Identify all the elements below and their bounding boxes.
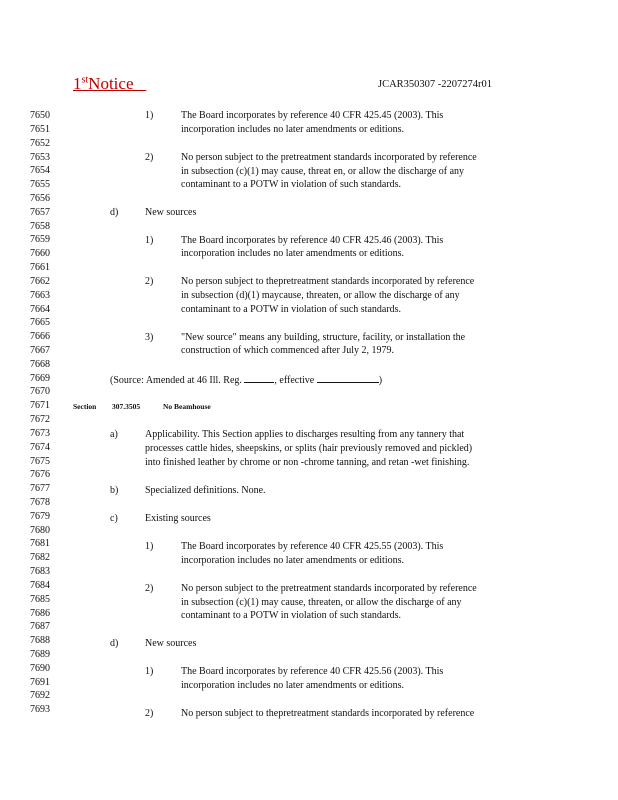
line-number: 7684	[30, 579, 50, 591]
subsection-label: b)	[110, 485, 119, 496]
line-number: 7667	[30, 344, 50, 356]
text-line: The Board incorporates by reference 40 CFR 425.45 (2003). This	[181, 110, 444, 121]
line-number: 7689	[30, 649, 50, 660]
line-number: 7691	[30, 676, 50, 688]
line-number: 7686	[30, 607, 50, 619]
text-line: No person subject to the pretreatment standards incorporated by reference	[181, 152, 477, 163]
section-title: No Beamhouse	[163, 402, 211, 411]
line-number: 7652	[30, 137, 50, 149]
line-number: 7661	[30, 262, 50, 273]
text-line: contaminant to a POTW in violation of such standards.	[181, 179, 402, 190]
text-line: construction of which commenced after July 2, 1979.	[181, 345, 394, 356]
line-number: 7655	[30, 179, 50, 191]
text-line: The Board incorporates by reference 40 CFR 425.56 (2003). This	[181, 666, 444, 677]
line-number: 7656	[30, 192, 50, 204]
text-line: incorporation includes no later amendments or editions.	[181, 248, 404, 259]
line-number: 7685	[30, 593, 50, 605]
document-id: JCAR350307 -2207274r01	[378, 79, 493, 90]
line-number: 7671	[30, 400, 50, 412]
line-number: 7659	[30, 234, 50, 246]
line-number: 7681	[30, 538, 50, 550]
line-number: 7653	[30, 151, 50, 163]
line-number: 7688	[30, 635, 50, 647]
line-number: 7666	[30, 331, 50, 343]
source-note-effective: , effective	[274, 375, 315, 386]
text-line: into finished leather by chrome or non -chrome tanning, and retan -wet finishing.	[145, 457, 470, 468]
line-number: 7680	[30, 524, 50, 536]
item-label: 1)	[145, 235, 154, 246]
subsection-label: a)	[110, 429, 118, 440]
text-line: incorporation includes no later amendments or editions.	[181, 555, 404, 566]
line-number: 7658	[30, 220, 50, 232]
notice-word: Notice	[88, 74, 134, 93]
text-line: contaminant to a POTW in violation of such standards.	[181, 610, 402, 621]
subsection-heading: Existing sources	[145, 513, 211, 524]
line-number: 7660	[30, 248, 50, 260]
subsection-label: c)	[110, 513, 118, 524]
text-line: processes cattle hides, sheepskins, or splits (hair previously removed and pickled)	[145, 443, 473, 454]
text-line: contaminant to a POTW in violation of such standards.	[181, 304, 402, 315]
item-label: 2)	[145, 276, 154, 287]
item-label: 1)	[145, 541, 154, 552]
subsection-heading: New sources	[145, 638, 197, 649]
line-number: 7674	[30, 441, 50, 453]
source-note	[110, 372, 382, 388]
line-number: 7657	[30, 206, 50, 218]
line-number: 7651	[30, 123, 50, 135]
reg-volume-blank	[244, 372, 274, 383]
line-number: 7683	[30, 566, 50, 578]
line-number: 7675	[30, 455, 50, 467]
source-note-close: )	[378, 375, 383, 386]
line-number: 7662	[30, 275, 50, 287]
notice-superscript: st	[81, 74, 89, 86]
line-number: 7669	[30, 372, 50, 384]
subsection-heading: New sources	[145, 207, 197, 218]
line-number: 7670	[30, 386, 50, 398]
line-number: 7676	[30, 469, 50, 481]
line-number: 7672	[30, 414, 50, 425]
text-line: No person subject to the pretreatment standards incorporated by reference	[181, 583, 477, 594]
notice-label	[73, 74, 146, 94]
item-label: 2)	[145, 708, 154, 719]
line-number: 7687	[30, 621, 50, 633]
item-label: 3)	[145, 332, 154, 343]
section-word: Section	[73, 402, 97, 411]
line-number: 7654	[30, 165, 50, 177]
line-number: 7663	[30, 289, 50, 301]
text-line: in subsection (c)(1) may cause, threat en, or allow the discharge of any	[181, 166, 465, 177]
line-number: 7693	[30, 704, 50, 716]
text-line: incorporation includes no later amendments or editions.	[181, 680, 404, 691]
text-line: Applicability. This Section applies to discharges resulting from any tannery that	[145, 429, 465, 440]
subsection-label: d)	[110, 638, 119, 649]
item-label: 2)	[145, 583, 154, 594]
line-number: 7679	[30, 510, 50, 522]
effective-date-blank	[317, 372, 379, 383]
subsection-label: d)	[110, 207, 119, 218]
line-number: 7668	[30, 358, 50, 370]
line-number: 7690	[30, 662, 50, 674]
section-number: 307.3505	[112, 402, 141, 411]
line-number: 7678	[30, 497, 50, 508]
text-line: The Board incorporates by reference 40 CFR 425.46 (2003). This	[181, 235, 444, 246]
text-line: incorporation includes no later amendments or editions.	[181, 124, 404, 135]
line-number: 7665	[30, 317, 50, 329]
text-line: in subsection (d)(1) maycause, threaten, or allow the discharge of any	[181, 290, 460, 301]
line-number: 7677	[30, 483, 50, 495]
text-line: in subsection (c)(1) may cause, threaten, or allow the discharge of any	[181, 597, 462, 608]
line-number: 7650	[30, 110, 50, 121]
item-label: 2)	[145, 152, 154, 163]
item-label: 1)	[145, 666, 154, 677]
source-note-text: (Source: Amended at 46 Ill. Reg.	[110, 375, 242, 386]
line-number: 7692	[30, 690, 50, 702]
text-line: No person subject to thepretreatment standards incorporated by reference	[181, 708, 475, 719]
text-line: Specialized definitions. None.	[145, 485, 266, 496]
line-number: 7664	[30, 303, 50, 315]
line-number: 7682	[30, 552, 50, 564]
line-number: 7673	[30, 427, 50, 439]
notice-number: 1	[73, 74, 82, 93]
text-line: "New source" means any building, structure, facility, or installation the	[181, 332, 466, 343]
text-line: No person subject to thepretreatment standards incorporated by reference	[181, 276, 475, 287]
text-line: The Board incorporates by reference 40 CFR 425.55 (2003). This	[181, 541, 444, 552]
item-label: 1)	[145, 110, 154, 121]
